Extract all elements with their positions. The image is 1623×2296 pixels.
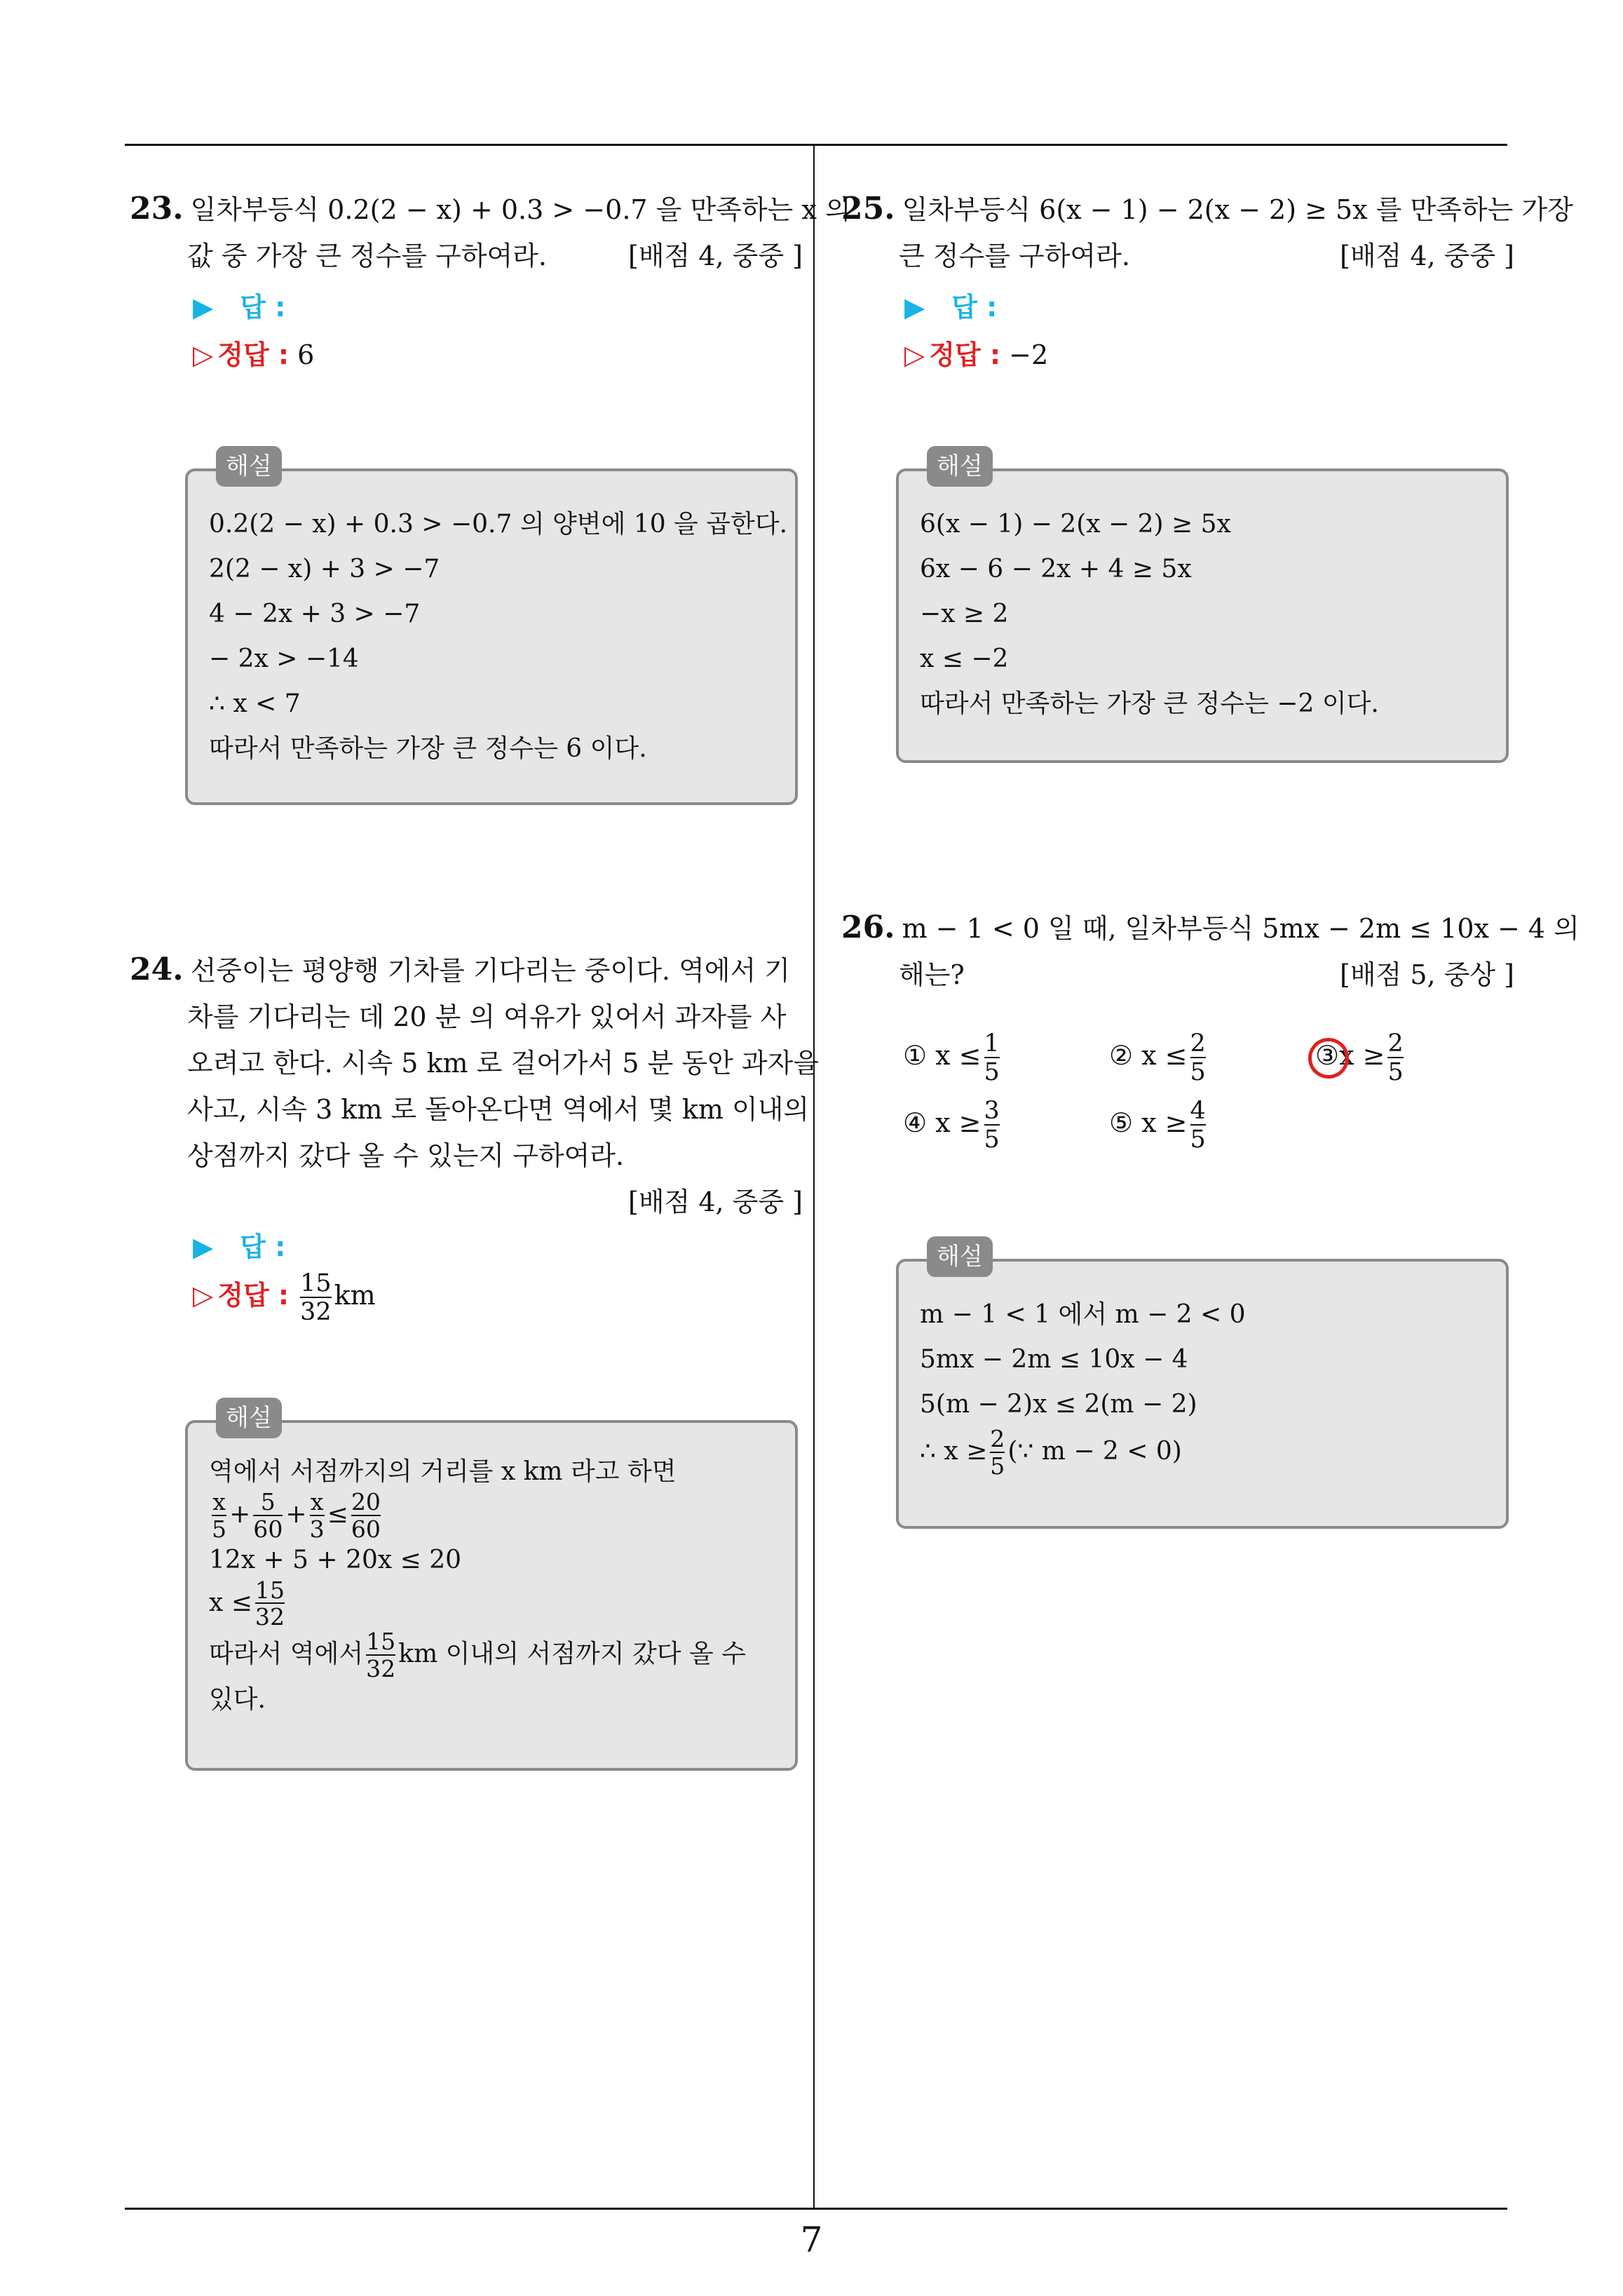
solution-line: ∴ x ≥ $\frac{2}{5}$ (∵ m − 2 < 0) — [920, 1425, 1182, 1480]
solution-line: 5mx − 2m ≤ 10x − 4 — [920, 1345, 1188, 1374]
correct-answer-row — [193, 334, 314, 376]
solution-box-24 — [185, 1404, 798, 1771]
correct-answer-row — [904, 334, 1048, 376]
solution-box-26 — [896, 1243, 1509, 1529]
problem-number: 25. — [841, 191, 895, 227]
solution-line: − 2x > −14 — [209, 644, 359, 673]
problem-25 — [841, 186, 1573, 279]
choice-5[interactable]: ⑤ x ≥ $\frac{4}{5}$ — [1109, 1097, 1206, 1154]
correct-label: 정답 : — [217, 339, 290, 370]
solution-line: x ≤ −2 — [920, 644, 1009, 673]
problem-text: m − 1 < 0 일 때, 일차부등식 5mx − 2m ≤ 10x − 4 의 — [902, 913, 1580, 944]
solution-line: 따라서 만족하는 가장 큰 정수는 −2 이다. — [920, 689, 1379, 718]
solution-line: 역에서 서점까지의 거리를 x km 라고 하면 — [209, 1457, 677, 1486]
problem-number: 23. — [130, 191, 184, 227]
answer-row — [904, 286, 997, 328]
solution-line: ∴ x < 7 — [209, 689, 301, 718]
blue-filled-triangle-icon: ▶ — [193, 292, 214, 323]
solution-line: 4 − 2x + 3 > −7 — [209, 600, 421, 628]
red-outline-triangle-icon: ▷ — [193, 1280, 214, 1311]
solution-box-23 — [185, 452, 798, 805]
fraction: $\frac{15}{32}$ — [300, 1269, 332, 1326]
problem-text: 사고, 시속 3 km 로 돌아온다면 역에서 몇 km 이내의 — [187, 1094, 810, 1125]
problem-text: 일차부등식 6(x − 1) − 2(x − 2) ≥ 5x 를 만족하는 가장 — [902, 194, 1573, 225]
blue-filled-triangle-icon: ▶ — [193, 1231, 214, 1262]
solution-line: 0.2(2 − x) + 0.3 > −0.7 의 양변에 10 을 곱한다. — [209, 510, 788, 539]
correct-value: −2 — [1009, 339, 1049, 370]
problem-text: 오려고 한다. 시속 5 km 로 걸어가서 5 분 동안 과자을 — [187, 1048, 820, 1079]
problem-24 — [130, 947, 820, 1225]
solution-box-25 — [896, 452, 1509, 763]
solution-line: m − 1 < 1 에서 m − 2 < 0 — [920, 1300, 1246, 1329]
top-rule — [125, 144, 1507, 146]
choice-2[interactable]: ② x ≤ $\frac{2}{5}$ — [1109, 1029, 1206, 1086]
choice-1[interactable]: ① x ≤ $\frac{1}{5}$ — [903, 1029, 1000, 1086]
solution-equation: $\frac{x}{5}$ + $\frac{5}{60}$ + $\frac{x}{3}$ ≤ $\frac{20}{60}$ — [212, 1488, 381, 1543]
answer-row — [193, 286, 285, 328]
problem-text: 일차부등식 0.2(2 − x) + 0.3 > −0.7 을 만족하는 x 의 — [190, 194, 851, 225]
correct-label: 정답 : — [929, 339, 1001, 370]
choice-3[interactable]: ③x ≥ $\frac{2}{5}$ — [1315, 1031, 1406, 1085]
solution-line: 2(2 − x) + 3 > −7 — [209, 555, 440, 583]
solution-line: 5(m − 2)x ≤ 2(m − 2) — [920, 1390, 1197, 1419]
solution-tag: 해설 — [927, 446, 993, 487]
blue-filled-triangle-icon: ▶ — [904, 292, 925, 323]
problem-text: 큰 정수를 구하여라. — [899, 241, 1130, 271]
solution-line: 6x − 6 − 2x + 4 ≥ 5x — [920, 555, 1192, 583]
problem-23 — [130, 186, 851, 279]
correct-value: 6 — [297, 339, 315, 370]
problem-text: 상점까지 갔다 올 수 있는지 구하여라. — [187, 1140, 625, 1171]
solution-line: 있다. — [209, 1684, 266, 1714]
problem-text: 해는? — [899, 959, 965, 990]
problem-text: 차를 기다리는 데 20 분 의 여유가 있어서 과자를 사 — [187, 1001, 787, 1032]
solution-line: 12x + 5 + 20x ≤ 20 — [209, 1545, 462, 1574]
problem-text: 선중이는 평양행 기차를 기다리는 중이다. 역에서 기 — [190, 955, 790, 986]
solution-line: 따라서 역에서 $\frac{15}{32}$ km 이내의 서점까지 갔다 올 수 — [209, 1628, 746, 1682]
solution-tag: 해설 — [927, 1236, 993, 1277]
problem-number: 26. — [841, 910, 895, 945]
correct-answer-row — [193, 1271, 376, 1325]
score-label: [배점 4, 중중 ] — [628, 241, 803, 271]
score-label: [배점 4, 중중 ] — [1340, 241, 1514, 271]
column-divider — [813, 144, 815, 2209]
score-label: [배점 4, 중중 ] — [628, 1187, 803, 1217]
score-label: [배점 5, 중상 ] — [1340, 959, 1514, 990]
choice-4[interactable]: ④ x ≥ $\frac{3}{5}$ — [903, 1097, 1000, 1154]
unit-label: km — [334, 1280, 376, 1311]
solution-tag: 해설 — [216, 1398, 282, 1438]
problem-text: 값 중 가장 큰 정수를 구하여라. — [187, 241, 547, 271]
solution-equation: x ≤ $\frac{15}{32}$ — [209, 1576, 285, 1631]
problem-26 — [841, 905, 1580, 998]
solution-tag: 해설 — [216, 446, 282, 487]
solution-line: −x ≥ 2 — [920, 600, 1009, 628]
page-number: 7 — [800, 2220, 823, 2260]
correct-label: 정답 : — [217, 1280, 290, 1311]
solution-line: 따라서 만족하는 가장 큰 정수는 6 이다. — [209, 734, 647, 763]
answer-label: 답 : — [240, 1231, 286, 1262]
red-outline-triangle-icon: ▷ — [904, 339, 925, 370]
problem-number: 24. — [130, 952, 184, 987]
bottom-rule — [125, 2208, 1507, 2210]
answer-row — [193, 1226, 285, 1268]
solution-line: 6(x − 1) − 2(x − 2) ≥ 5x — [920, 510, 1231, 539]
red-outline-triangle-icon: ▷ — [193, 339, 214, 370]
answer-label: 답 : — [951, 292, 998, 323]
answer-label: 답 : — [240, 292, 286, 323]
